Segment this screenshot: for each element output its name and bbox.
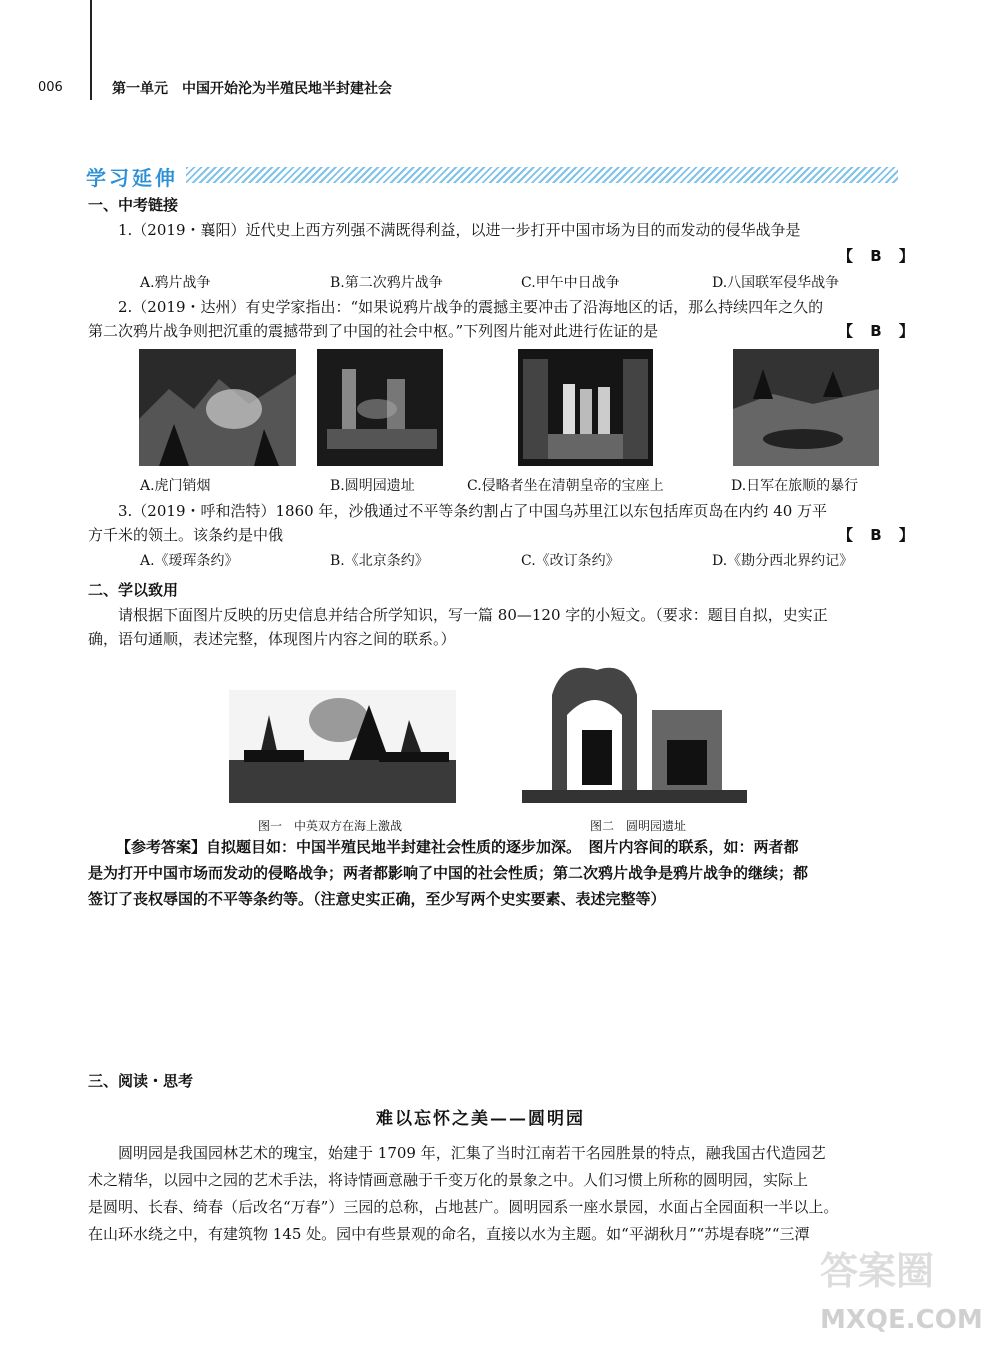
- q2-answer: 【 B 】: [838, 322, 920, 340]
- watermark-logo: 答案圈: [820, 1249, 935, 1293]
- q2-option-d: D.日军在旅顺的暴行: [731, 478, 859, 494]
- q2-option-c: C.侵略者坐在清朝皇帝的宝座上: [467, 478, 664, 494]
- q1-option-d: D.八国联军侵华战争: [712, 275, 840, 291]
- reference-answer-line3: 签订了丧权辱国的不平等条约等。（注意史实正确，至少写两个史实要素、表述完整等）: [88, 890, 666, 908]
- part2-heading: 二、学以致用: [88, 581, 179, 599]
- q3-option-b: B.《北京条约》: [330, 553, 429, 569]
- article-line4: 在山环水绕之中，有建筑物 145 处。园中有些景观的命名，直接以水为主题。如“平湖秋月”“苏堤春晓”“三潭: [88, 1225, 810, 1243]
- q2-text-line1: 2.（2019・达州）有史学家指出：“如果说鸦片战争的震撼主要冲击了沿海地区的话，那么持续四年之久的: [118, 298, 824, 316]
- figure1-naval-battle: [229, 690, 456, 803]
- q3-text-line2: 方千米的领土。该条约是中俄: [88, 526, 284, 544]
- watermark: [820, 1240, 983, 1335]
- q1-option-a: A.鸦片战争: [140, 275, 211, 291]
- reference-answer-line1: 【参考答案】自拟题目如：中国半殖民地半封建社会性质的逐步加深。 图片内容间的联系，如：两者都: [116, 838, 799, 856]
- margin-rule: [90, 0, 92, 100]
- section-hatch: [186, 167, 898, 183]
- part1-heading: 一、中考链接: [88, 196, 179, 214]
- figure2-caption: 图二 圆明园遗址: [590, 819, 687, 833]
- q2-option-b: B.圆明园遗址: [330, 478, 415, 494]
- reference-answer-line2: 是为打开中国市场而发动的侵略战争；两者都影响了中国的社会性质；第二次鸦片战争是鸦片战争的继续；都: [88, 864, 809, 882]
- q2-text-line2: 第二次鸦片战争则把沉重的震撼带到了中国的社会中枢。”下列图片能对此进行佐证的是: [88, 322, 659, 340]
- q3-option-a: A.《瑷珲条约》: [140, 553, 239, 569]
- watermark-url: MXQE.COM: [820, 1305, 983, 1335]
- q3-option-d: D.《勘分西北界约记》: [712, 553, 854, 569]
- q1-text: 1.（2019・襄阳）近代史上西方列强不满既得利益，以进一步打开中国市场为目的而发动的侵华战争是: [118, 221, 801, 239]
- part3-heading: 三、阅读・思考: [88, 1072, 194, 1090]
- page-number: 006: [38, 80, 63, 95]
- photo-humen-opium-burning: [139, 349, 296, 466]
- q3-answer: 【 B 】: [838, 526, 920, 544]
- q1-answer: 【 B 】: [838, 247, 920, 265]
- q2-option-a: A.虎门销烟: [140, 478, 211, 494]
- q3-text-line1: 3.（2019・呼和浩特）1860 年，沙俄通过不平等条约割占了中国乌苏里江以东包括库页岛在内约 40 万平: [118, 502, 828, 520]
- photo-invaders-on-throne: [518, 349, 653, 466]
- article-line2: 术之精华，以园中之园的艺术手法，将诗情画意融于千变万化的景象之中。人们习惯上所称的圆明园，实际上: [88, 1171, 809, 1189]
- part2-prompt-line2: 确，语句通顺，表述完整，体现图片内容之间的联系。）: [88, 630, 456, 648]
- figure1-caption: 图一 中英双方在海上激战: [258, 819, 403, 833]
- section-header: [86, 162, 898, 188]
- article-line1: 圆明园是我国园林艺术的瑰宝，始建于 1709 年，汇集了当时江南若干名园胜景的特点，融我国古代造园艺: [118, 1144, 826, 1162]
- photo-lushun-massacre: [733, 349, 879, 466]
- figure2-yuanmingyuan-ruins: [522, 655, 747, 803]
- q3-option-c: C.《改订条约》: [521, 553, 620, 569]
- photo-yuanmingyuan-ruins: [317, 349, 443, 466]
- q1-option-b: B.第二次鸦片战争: [330, 275, 443, 291]
- article-line3: 是圆明、长春、绮春（后改名“万春”）三园的总称，占地甚广。圆明园系一座水景园，水面占全园面积一半以上。: [88, 1198, 839, 1216]
- q1-option-c: C.甲午中日战争: [521, 275, 620, 291]
- section-title: 学习延伸: [86, 162, 186, 191]
- article-title: 难以忘怀之美——圆明园: [376, 1109, 585, 1129]
- part2-prompt-line1: 请根据下面图片反映的历史信息并结合所学知识，写一篇 80—120 字的小短文。（要求：题目自拟，史实正: [118, 606, 828, 624]
- unit-title: 第一单元 中国开始沦为半殖民地半封建社会: [112, 81, 392, 97]
